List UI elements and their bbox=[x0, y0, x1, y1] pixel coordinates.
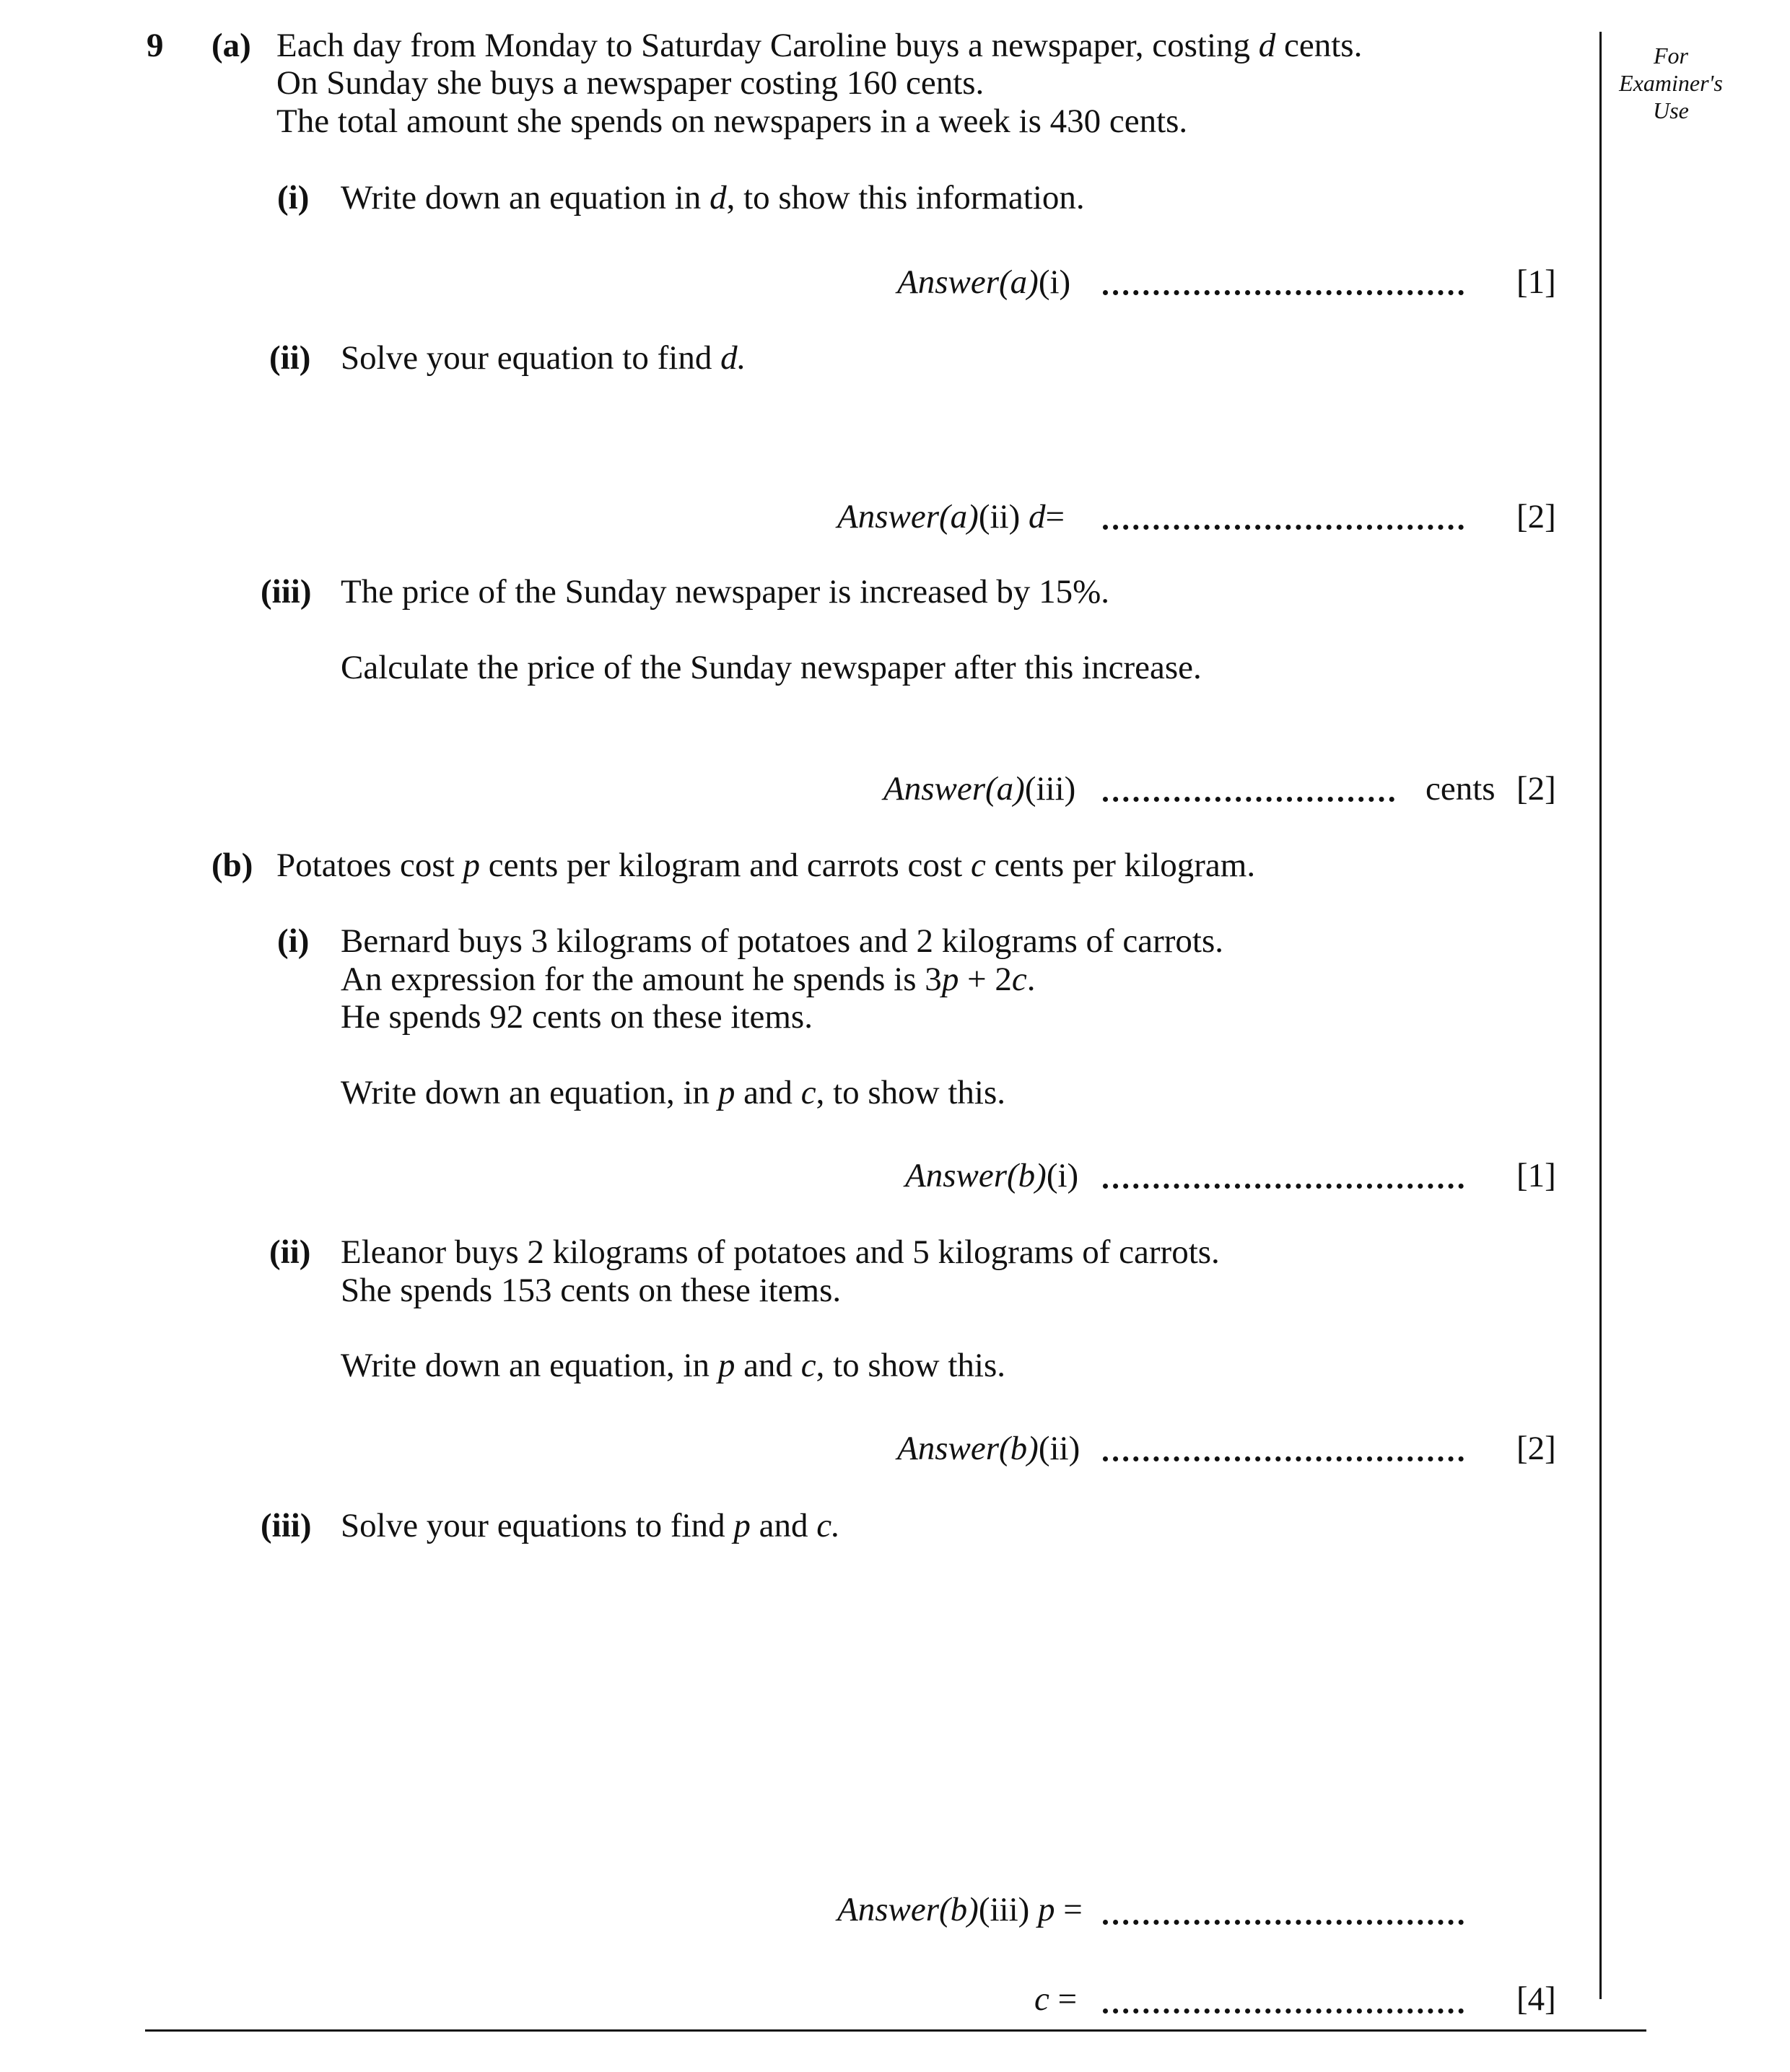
part-a-iii-line-1: The price of the Sunday newspaper is increased by 15%. bbox=[341, 573, 1109, 611]
working-space-b-iii[interactable] bbox=[341, 1552, 1568, 1876]
answer-italic: Answer(b) bbox=[837, 1891, 979, 1928]
part-a-ii-label: (ii) bbox=[269, 339, 311, 377]
marks-a-iii: [2] bbox=[1516, 770, 1556, 808]
answer-plain: (iii) bbox=[978, 1891, 1030, 1928]
question-text: Write down an equation in bbox=[341, 179, 702, 217]
part-a-i-question bbox=[341, 181, 1085, 215]
question-text-end: , to show this information. bbox=[726, 179, 1085, 217]
question-number: 9 bbox=[147, 27, 164, 64]
variable-d: d bbox=[1258, 27, 1276, 64]
answer-b-iii-c-line[interactable] bbox=[1103, 2008, 1464, 2014]
part-a-i-label: (i) bbox=[277, 179, 310, 217]
instruction-text: Write down an equation, in bbox=[341, 1074, 710, 1111]
answer-b-iii-p-line[interactable] bbox=[1103, 1920, 1464, 1925]
part-a-ii-question bbox=[341, 341, 746, 375]
part-b-i-label: (i) bbox=[277, 922, 310, 960]
answer-italic: Answer(b) bbox=[897, 1430, 1039, 1467]
answer-plain: (i) bbox=[1038, 263, 1071, 301]
working-space-a-ii[interactable] bbox=[341, 383, 1568, 491]
answer-plain: (iii) bbox=[1024, 770, 1076, 808]
answer-plain: (ii) bbox=[978, 498, 1021, 536]
answer-b-ii-line[interactable] bbox=[1103, 1456, 1464, 1461]
part-b-iii-question bbox=[341, 1509, 840, 1543]
variable-p: p bbox=[717, 1074, 735, 1111]
stem-text-end: cents per kilogram. bbox=[994, 847, 1256, 884]
variable-p: p bbox=[941, 961, 959, 998]
answer-b-ii-label bbox=[897, 1432, 1080, 1466]
equals-sign: = bbox=[1045, 498, 1065, 536]
unit-cents: cents bbox=[1426, 770, 1496, 808]
expression-end: . bbox=[1026, 961, 1036, 998]
answer-a-iii-label bbox=[883, 772, 1075, 806]
variable-p: p bbox=[717, 1347, 735, 1384]
stem-text-end: cents. bbox=[1284, 27, 1363, 64]
marks-b-ii: [2] bbox=[1516, 1430, 1556, 1467]
answer-plain: (ii) bbox=[1038, 1430, 1080, 1467]
answer-b-i-line[interactable] bbox=[1103, 1184, 1464, 1189]
answer-italic: Answer(a) bbox=[883, 770, 1025, 808]
examiner-line-3: Use bbox=[1653, 97, 1689, 123]
marks-b-i: [1] bbox=[1516, 1157, 1556, 1194]
answer-a-i-label bbox=[897, 263, 1071, 301]
part-b-i-line-1: Bernard buys 3 kilograms of potatoes and 2 kilograms of carrots. bbox=[341, 922, 1224, 960]
instruction-end: , to show this. bbox=[816, 1074, 1006, 1111]
instruction-end: , to show this. bbox=[816, 1347, 1006, 1384]
variable-c: c bbox=[800, 1074, 816, 1111]
answer-italic: Answer(a) bbox=[897, 263, 1039, 301]
expression-plus: + 2 bbox=[959, 961, 1012, 998]
part-b-i-line-2 bbox=[341, 963, 1035, 997]
answer-italic: Answer(a) bbox=[837, 498, 979, 536]
stem-text: Each day from Monday to Saturday Caroline buys a newspaper, costing bbox=[276, 27, 1251, 64]
examiner-use-label bbox=[1602, 42, 1739, 124]
examiner-line-2: Examiner's bbox=[1619, 70, 1723, 96]
answer-a-iii-line[interactable] bbox=[1103, 797, 1394, 802]
instruction-text: Write down an equation, in bbox=[341, 1347, 710, 1384]
part-b-i-instruction bbox=[341, 1076, 1005, 1110]
answer-variable-p: p bbox=[1038, 1891, 1055, 1928]
bottom-rule bbox=[145, 2029, 1646, 2032]
answer-b-iii-c-label bbox=[1034, 1980, 1078, 2018]
part-b-ii-instruction bbox=[341, 1349, 1005, 1383]
answer-b-iii-p-label bbox=[837, 1893, 1083, 1927]
answer-variable-d: d bbox=[1028, 498, 1046, 536]
part-a-stem-line-2: On Sunday she buys a newspaper costing 160 cents. bbox=[276, 64, 984, 102]
answer-plain: (i) bbox=[1046, 1157, 1079, 1194]
variable-c: c bbox=[1011, 961, 1027, 998]
part-b-ii-label: (ii) bbox=[269, 1233, 311, 1271]
part-b-stem bbox=[276, 849, 1255, 883]
marks-a-i: [1] bbox=[1516, 263, 1556, 301]
equals-sign: = bbox=[1063, 1891, 1083, 1928]
examiner-line-1: For bbox=[1654, 43, 1688, 69]
answer-variable-c: c bbox=[1034, 1980, 1049, 2018]
part-b-i-line-3: He spends 92 cents on these items. bbox=[341, 998, 813, 1036]
answer-italic: Answer(b) bbox=[905, 1157, 1047, 1194]
instruction-and: and bbox=[743, 1074, 793, 1111]
part-a-stem-line-1 bbox=[276, 29, 1362, 63]
working-space-a-iii[interactable] bbox=[341, 693, 1568, 765]
answer-b-i-label bbox=[905, 1159, 1078, 1193]
question-text: Solve your equations to find bbox=[341, 1507, 725, 1544]
expression-text: An expression for the amount he spends is 3 bbox=[341, 961, 942, 998]
variable-c: c. bbox=[816, 1507, 840, 1544]
variable-p: p bbox=[733, 1507, 751, 1544]
part-b-ii-line-2: She spends 153 cents on these items. bbox=[341, 1272, 842, 1309]
equals-sign: = bbox=[1057, 1980, 1078, 2018]
part-b-ii-line-1: Eleanor buys 2 kilograms of potatoes and 5 kilograms of carrots. bbox=[341, 1233, 1220, 1271]
answer-a-i-line[interactable] bbox=[1103, 290, 1464, 295]
examiner-margin-rule bbox=[1599, 32, 1602, 1999]
marks-a-ii: [2] bbox=[1516, 498, 1556, 536]
part-a-iii-label: (iii) bbox=[261, 573, 312, 611]
part-b-iii-label: (iii) bbox=[261, 1507, 312, 1544]
answer-a-ii-line[interactable] bbox=[1103, 525, 1464, 530]
part-a-label: (a) bbox=[211, 27, 251, 64]
marks-b-iii: [4] bbox=[1516, 1980, 1556, 2018]
instruction-and: and bbox=[743, 1347, 793, 1384]
question-and: and bbox=[759, 1507, 808, 1544]
variable-c: c bbox=[970, 847, 986, 884]
variable-d: d. bbox=[720, 339, 746, 377]
stem-text: Potatoes cost bbox=[276, 847, 455, 884]
variable-p: p bbox=[463, 847, 480, 884]
part-b-label: (b) bbox=[211, 847, 253, 884]
variable-d: d bbox=[710, 179, 727, 217]
variable-c: c bbox=[800, 1347, 816, 1384]
part-a-iii-line-2: Calculate the price of the Sunday newspaper after this increase. bbox=[341, 649, 1202, 686]
answer-a-ii-label bbox=[837, 500, 1065, 534]
question-text: Solve your equation to find bbox=[341, 339, 712, 377]
stem-text-mid: cents per kilogram and carrots cost bbox=[488, 847, 963, 884]
part-a-stem-line-3: The total amount she spends on newspapers in a week is 430 cents. bbox=[276, 102, 1188, 140]
